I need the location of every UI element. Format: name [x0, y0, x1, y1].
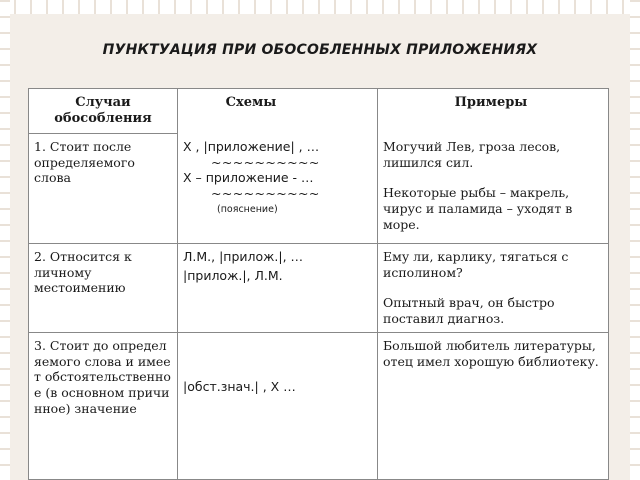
- paper-top-edge: [0, 0, 640, 14]
- row-2-scheme-2: |прилож.|, Л.М.: [183, 267, 283, 283]
- row-3-example-1: Большой любитель литературы, отец имел хорошую библиотеку.: [383, 338, 599, 369]
- punctuation-table: [28, 88, 609, 480]
- row-2-case: 2. Относится к личному местоимению: [34, 249, 132, 296]
- column-divider-1: [177, 89, 178, 479]
- row-1-scheme-2: Х – приложение - …: [183, 170, 314, 186]
- header-schemes: Схемы: [225, 95, 277, 110]
- column-divider-2: [377, 89, 378, 479]
- row-2-schemes: [183, 249, 373, 283]
- row-1-example-2: Некоторые рыбы – макрель, чирус и паламида – уходят в море.: [383, 185, 573, 232]
- row-1-scheme-2-underline: ~~~~~~~~~~: [211, 185, 320, 201]
- row-1-scheme-1-underline: ~~~~~~~~~~: [211, 154, 320, 170]
- header-examples: Примеры: [454, 95, 528, 110]
- row-1-case: 1. Стоит после определяемого слова: [34, 139, 135, 186]
- paper-right-edge: [630, 0, 640, 480]
- row-2-examples: [383, 249, 605, 327]
- row-1-scheme-note: (пояснение): [217, 203, 278, 215]
- row-1-example-1: Могучий Лев, гроза лесов, лишился сил.: [383, 139, 561, 170]
- row-1-examples: [383, 139, 605, 232]
- row-1-scheme-1: Х , |приложение| , …: [183, 139, 320, 154]
- header-underline-cases: [29, 133, 177, 134]
- row-2-example-1: Ему ли, карлику, тягаться с исполином?: [383, 249, 569, 280]
- row-divider-2: [29, 332, 608, 333]
- page-title: ПУНКТУАЦИЯ ПРИ ОБОСОБЛЕННЫХ ПРИЛОЖЕНИЯХ: [102, 42, 538, 58]
- row-3-scheme-1: |обст.знач.| , Х …: [183, 379, 296, 394]
- row-2-example-2: Опытный врач, он быстро поставил диагноз.: [383, 295, 555, 326]
- row-divider-1: [29, 243, 608, 244]
- row-2-scheme-1: Л.М., |прилож.|, …: [183, 249, 304, 264]
- header-cases: Случаи обособления: [54, 95, 152, 127]
- row-3-case: 3. Стоит до определяемого слова и имеет обстоятельственное (в основном причинное) значение: [34, 338, 171, 416]
- row-1-schemes: [183, 139, 373, 215]
- paper-left-edge: [0, 0, 10, 480]
